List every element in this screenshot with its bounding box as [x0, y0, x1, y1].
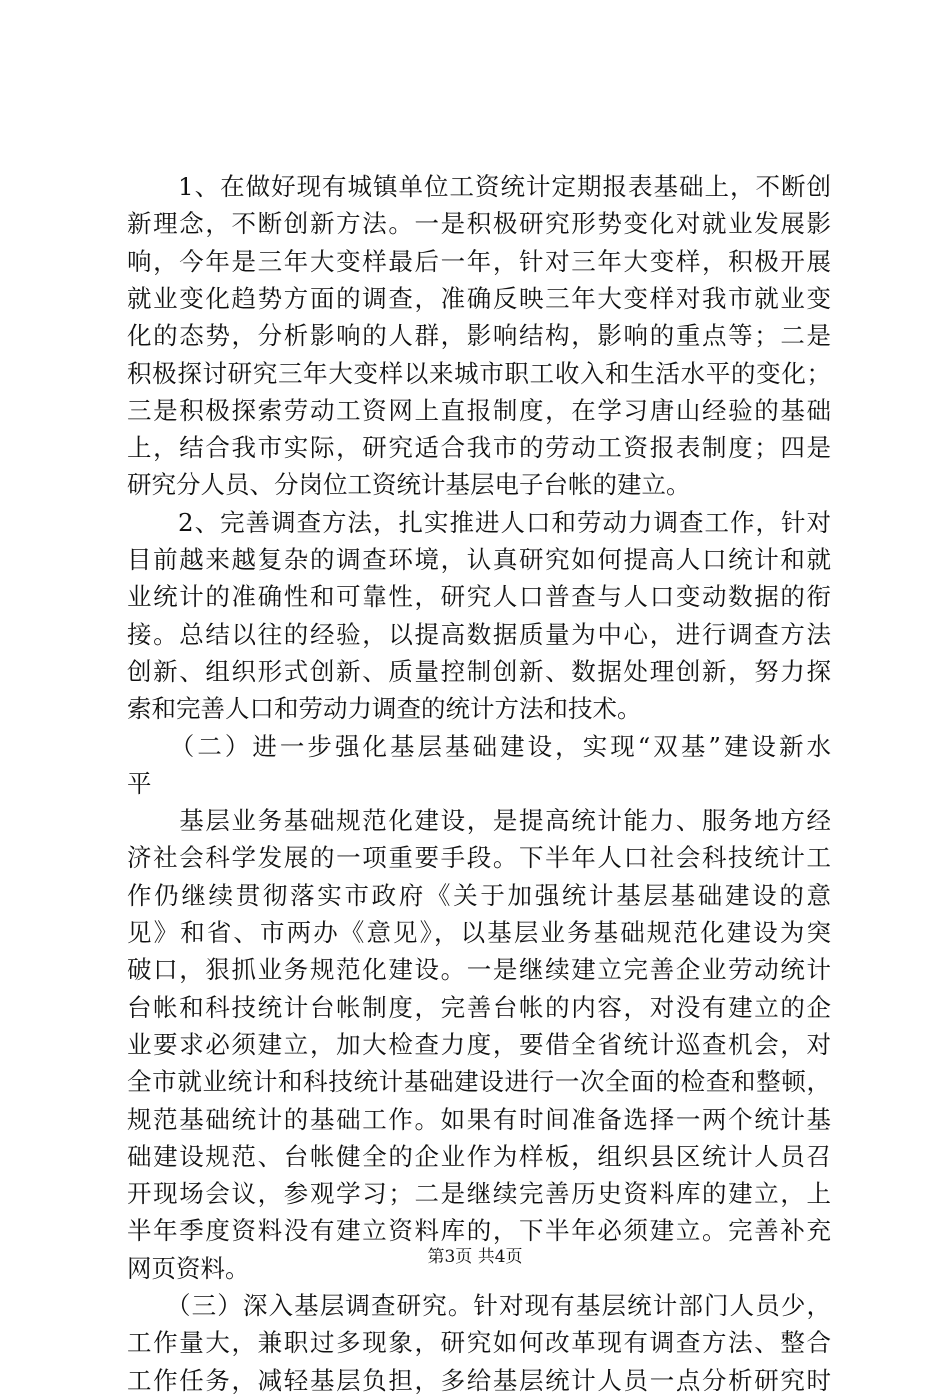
page-footer: 第3页 共4页 [427, 1247, 523, 1267]
text-line: 破口，狠抓业务规范化建设。一是继续建立完善企业劳动统计 [127, 955, 831, 984]
text-line: 接。总结以往的经验，以提高数据质量为中心，进行调查方法 [127, 620, 831, 649]
text-line: 业统计的准确性和可靠性，研究人口普查与人口变动数据的衔 [127, 582, 831, 611]
text-line: 创新、组织形式创新、质量控制创新、数据处理创新，努力探 [127, 657, 831, 686]
text-line: 化的态势，分析影响的人群，影响结构，影响的重点等；二是 [127, 321, 831, 350]
text-line: 研究分人员、分岗位工资统计基层电子台帐的建立。 [127, 470, 691, 499]
text-line: 就业变化趋势方面的调查，准确反映三年大变样对我市就业变 [127, 284, 831, 313]
text-line: 积极探讨研究三年大变样以来城市职工收入和生活水平的变化； [127, 359, 831, 388]
text-line: 规范基础统计的基础工作。如果有时间准备选择一两个统计基 [127, 1105, 831, 1134]
text-line: 索和完善人口和劳动力调查的统计方法和技术。 [127, 694, 642, 723]
text-line: （三）深入基层调查研究。针对现有基层统计部门人员少， [127, 1291, 831, 1320]
text-line: 工作量大，兼职过多现象，研究如何改革现有调查方法、整合 [127, 1328, 831, 1357]
text-line: 基层业务基础规范化建设，是提高统计能力、服务地方经 [127, 806, 831, 835]
text-line: 济社会科学发展的一项重要手段。下半年人口社会科技统计工 [127, 843, 831, 872]
text-line: 1、在做好现有城镇单位工资统计定期报表基础上，不断创 [127, 172, 831, 201]
text-line: 上，结合我市实际，研究适合我市的劳动工资报表制度；四是 [127, 433, 831, 462]
text-line: 2、完善调查方法，扎实推进人口和劳动力调查工作，针对 [127, 508, 831, 537]
text-line: （二）进一步强化基层基础建设，实现“双基”建设新水 [127, 732, 831, 761]
text-line: 作仍继续贯彻落实市政府《关于加强统计基层基础建设的意 [127, 881, 831, 910]
text-line: 目前越来越复杂的调查环境，认真研究如何提高人口统计和就 [127, 545, 831, 574]
text-line: 网页资料。 [127, 1254, 250, 1283]
text-line: 响，今年是三年大变样最后一年，针对三年大变样，积极开展 [127, 247, 831, 276]
text-line: 开现场会议，参观学习；二是继续完善历史资料库的建立，上 [127, 1179, 831, 1208]
text-line: 平 [127, 769, 152, 798]
text-line: 业要求必须建立，加大检查力度，要借全省统计巡查机会，对 [127, 1030, 831, 1059]
text-line: 全市就业统计和科技统计基础建设进行一次全面的检查和整顿， [127, 1067, 831, 1096]
text-line: 新理念，不断创新方法。一是积极研究形势变化对就业发展影 [127, 209, 831, 238]
text-line: 见》和省、市两办《意见》，以基层业务基础规范化建设为突 [127, 918, 831, 947]
text-line: 工作任务，减轻基层负担，多给基层统计人员一点分析研究时 [127, 1366, 831, 1395]
text-line: 础建设规范、台帐健全的企业作为样板，组织县区统计人员召 [127, 1142, 831, 1171]
text-line: 三是积极探索劳动工资网上直报制度，在学习唐山经验的基础 [127, 396, 831, 425]
text-line: 半年季度资料没有建立资料库的，下半年必须建立。完善补充 [127, 1216, 831, 1245]
text-line: 台帐和科技统计台帐制度，完善台帐的内容，对没有建立的企 [127, 993, 831, 1022]
